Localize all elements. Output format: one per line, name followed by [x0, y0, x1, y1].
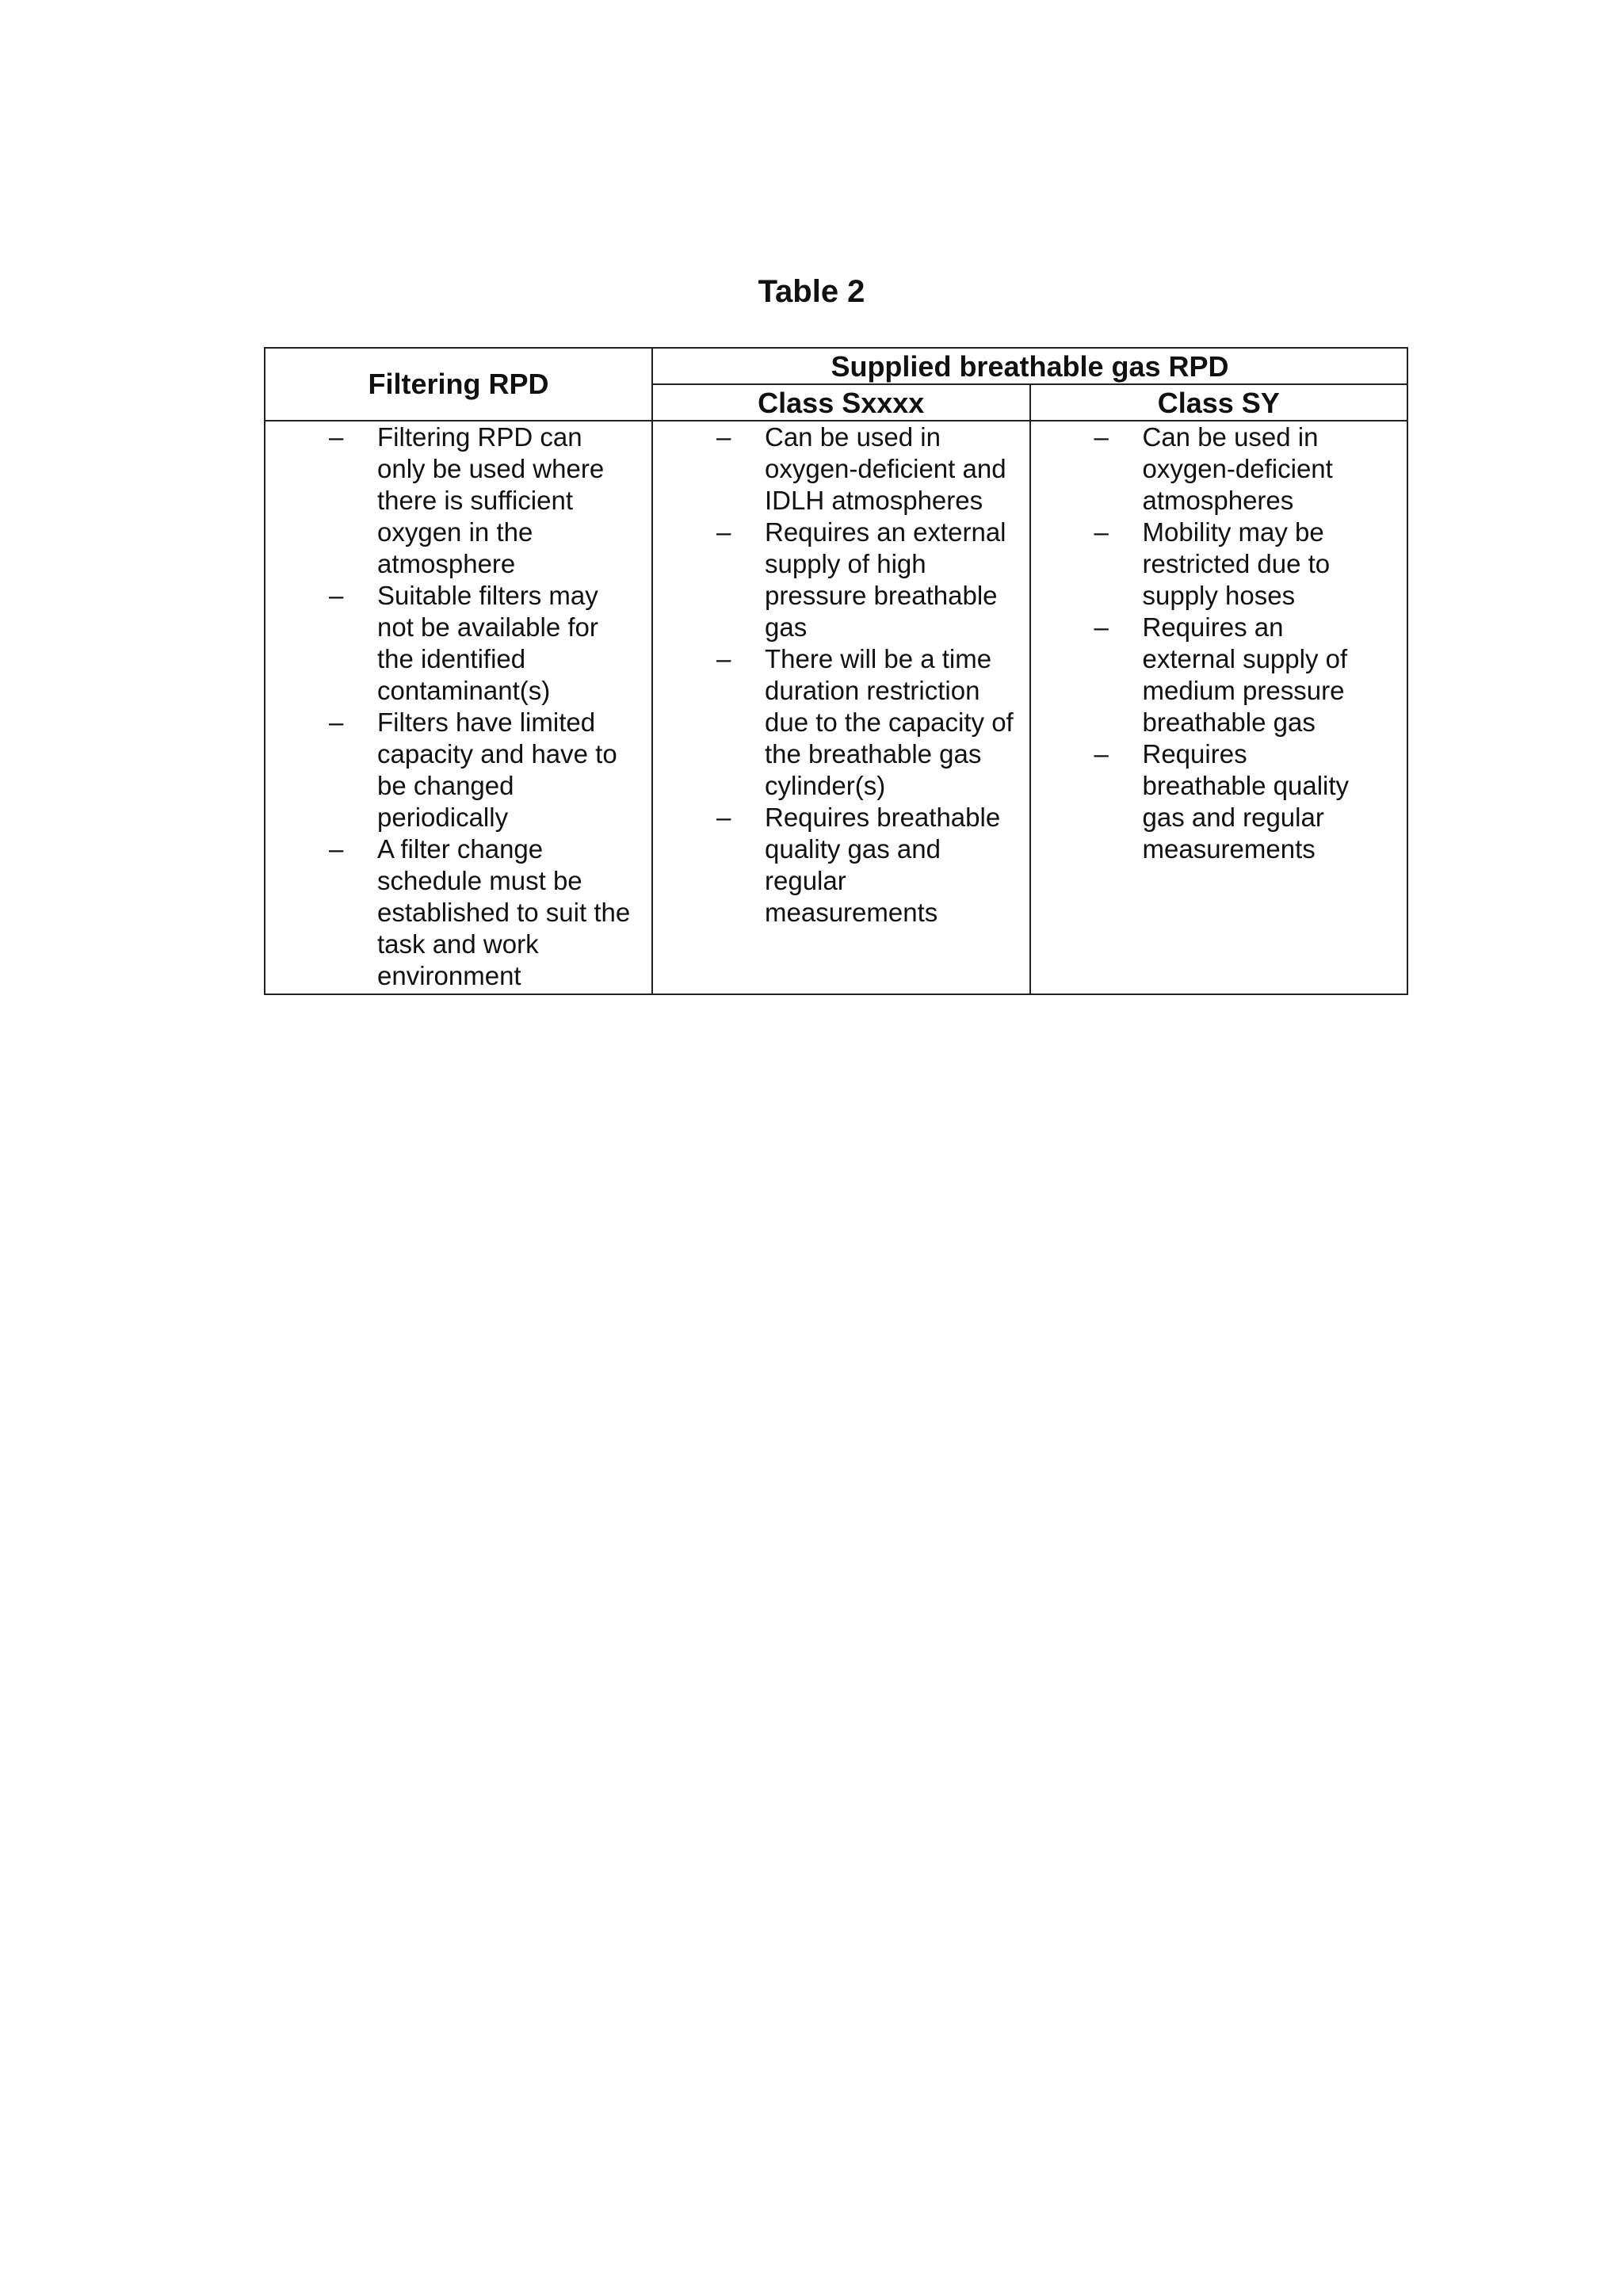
list-item [653, 802, 1029, 929]
list-item [1031, 612, 1407, 738]
dash-bullet: – [716, 803, 731, 832]
filtering-rpd-cell [265, 421, 652, 994]
list-item [1031, 517, 1407, 612]
list-item-text: Mobility may be restricted due to supply hoses [1142, 517, 1331, 610]
dash-bullet: – [329, 834, 344, 864]
list-item [653, 643, 1029, 802]
dash-bullet: – [329, 707, 344, 737]
dash-bullet: – [1094, 517, 1109, 547]
table-title: Table 2 [758, 274, 865, 309]
class-sxxxx-list [653, 421, 1029, 929]
header-class-sy: Class SY [1030, 384, 1408, 421]
list-item [265, 421, 651, 580]
list-item-text: Requires an external supply of high pressure breathable gas [765, 517, 1006, 642]
filtering-rpd-list [265, 421, 651, 992]
dash-bullet: – [716, 422, 731, 452]
dash-bullet: – [1094, 422, 1109, 452]
list-item-text: Can be used in oxygen-deficient atmospheres [1142, 422, 1333, 515]
list-item-text: A filter change schedule must be established to suit the task and work environment [377, 834, 631, 990]
list-item [653, 421, 1029, 517]
list-item-text: Requires breathable quality gas and regular measurements [765, 803, 1001, 927]
list-item-text: There will be a time duration restriction due to the capacity of the breathable gas cylinder(s) [765, 644, 1014, 800]
list-item [265, 707, 651, 833]
class-sy-cell [1030, 421, 1408, 994]
class-sxxxx-cell [652, 421, 1030, 994]
table-header-row [265, 348, 1407, 384]
dash-bullet: – [1094, 739, 1109, 769]
dash-bullet: – [716, 517, 731, 547]
table-body-row [265, 421, 1407, 994]
rpd-comparison-table [264, 347, 1408, 995]
dash-bullet: – [1094, 612, 1109, 642]
list-item [1031, 421, 1407, 517]
header-supplied-breathable-gas-rpd: Supplied breathable gas RPD [652, 348, 1407, 384]
list-item [265, 580, 651, 707]
dash-bullet: – [716, 644, 731, 673]
header-class-sxxxx: Class Sxxxx [652, 384, 1030, 421]
list-item [653, 517, 1029, 643]
list-item-text: Filters have limited capacity and have to be changed periodically [377, 707, 617, 832]
list-item-text: Suitable filters may not be available for the identified contaminant(s) [377, 581, 598, 705]
dash-bullet: – [329, 581, 344, 610]
list-item-text: Can be used in oxygen-deficient and IDLH atmospheres [765, 422, 1006, 515]
list-item-text: Filtering RPD can only be used where there is sufficient oxygen in the atmosphere [377, 422, 605, 578]
list-item-text: Requires breathable quality gas and regular measurements [1142, 739, 1350, 864]
class-sy-list [1031, 421, 1407, 865]
list-item-text: Requires an external supply of medium pressure breathable gas [1142, 612, 1348, 737]
dash-bullet: – [329, 422, 344, 452]
header-filtering-rpd: Filtering RPD [265, 348, 652, 421]
list-item [265, 833, 651, 992]
list-item [1031, 738, 1407, 865]
